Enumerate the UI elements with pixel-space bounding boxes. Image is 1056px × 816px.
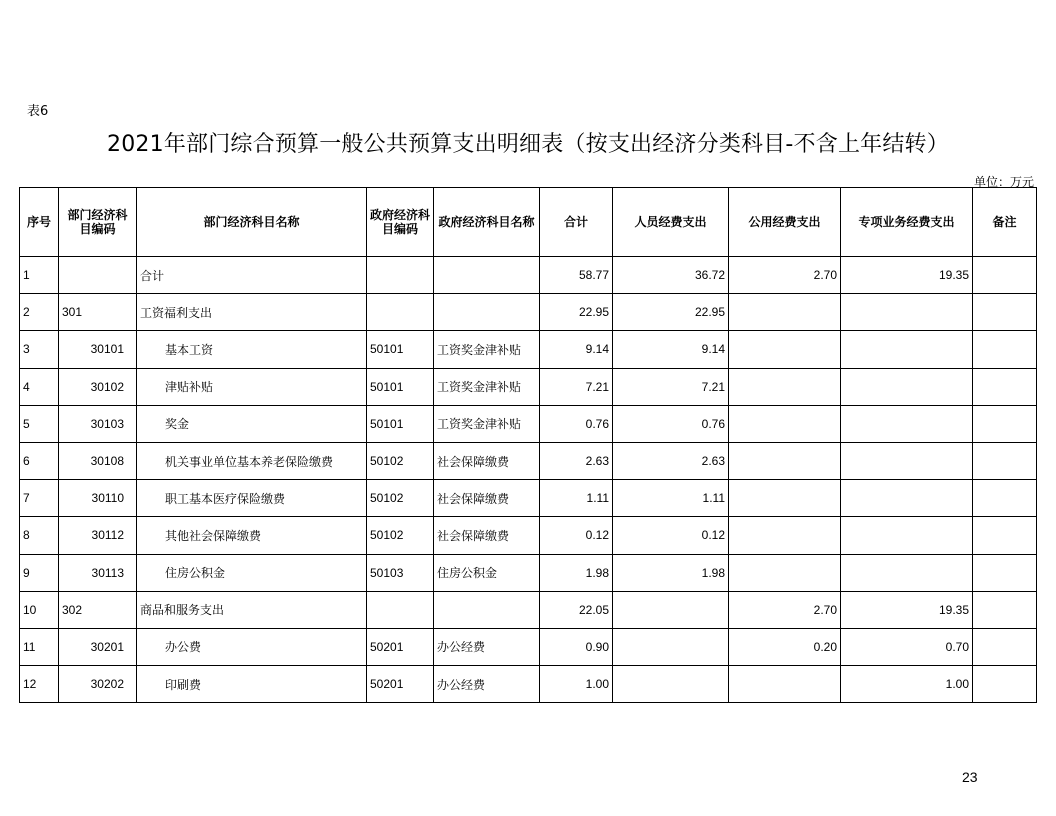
cell-note [973, 554, 1037, 591]
header-dept-code: 部门经济科目编码 [59, 188, 137, 257]
cell-dept-code [59, 257, 137, 294]
cell-gov-name: 工资奖金津补贴 [434, 368, 540, 405]
cell-special [841, 554, 973, 591]
cell-gov-code: 50201 [367, 628, 434, 665]
cell-public [729, 294, 841, 331]
cell-special: 0.70 [841, 628, 973, 665]
cell-note [973, 442, 1037, 479]
cell-personnel [613, 666, 729, 703]
cell-public [729, 442, 841, 479]
cell-special [841, 517, 973, 554]
cell-gov-name [434, 294, 540, 331]
table-row [20, 442, 1037, 479]
table-row [20, 294, 1037, 331]
cell-dept-name: 津贴补贴 [137, 368, 367, 405]
cell-gov-name: 工资奖金津补贴 [434, 405, 540, 442]
cell-dept-name: 其他社会保障缴费 [137, 517, 367, 554]
cell-special [841, 480, 973, 517]
cell-note [973, 257, 1037, 294]
cell-gov-code: 50102 [367, 517, 434, 554]
cell-dept-name: 办公费 [137, 628, 367, 665]
cell-public [729, 480, 841, 517]
cell-seq: 7 [20, 480, 59, 517]
cell-note [973, 331, 1037, 368]
cell-public: 2.70 [729, 591, 841, 628]
cell-personnel: 1.98 [613, 554, 729, 591]
cell-gov-code [367, 591, 434, 628]
cell-total: 22.05 [540, 591, 613, 628]
page-number: 23 [962, 769, 978, 785]
cell-gov-name [434, 257, 540, 294]
cell-dept-code: 30112 [59, 517, 137, 554]
cell-special: 19.35 [841, 257, 973, 294]
cell-dept-name: 商品和服务支出 [137, 591, 367, 628]
cell-dept-code: 30113 [59, 554, 137, 591]
header-dept-name: 部门经济科目名称 [137, 188, 367, 257]
cell-total: 7.21 [540, 368, 613, 405]
table-row [20, 591, 1037, 628]
cell-note [973, 517, 1037, 554]
cell-personnel: 0.76 [613, 405, 729, 442]
cell-note [973, 666, 1037, 703]
unit-label: 单位：万元 [973, 175, 1034, 189]
cell-dept-name: 印刷费 [137, 666, 367, 703]
cell-total: 22.95 [540, 294, 613, 331]
cell-dept-name: 机关事业单位基本养老保险缴费 [137, 442, 367, 479]
cell-gov-code: 50102 [367, 442, 434, 479]
cell-dept-code: 30103 [59, 405, 137, 442]
table-row [20, 405, 1037, 442]
cell-seq: 4 [20, 368, 59, 405]
cell-gov-code: 50103 [367, 554, 434, 591]
cell-seq: 8 [20, 517, 59, 554]
cell-gov-name: 工资奖金津补贴 [434, 331, 540, 368]
cell-personnel: 7.21 [613, 368, 729, 405]
cell-personnel: 1.11 [613, 480, 729, 517]
cell-dept-code: 30202 [59, 666, 137, 703]
cell-total: 0.12 [540, 517, 613, 554]
table-body [20, 257, 1037, 703]
cell-total: 1.98 [540, 554, 613, 591]
cell-dept-code: 30108 [59, 442, 137, 479]
header-gov-code: 政府经济科目编码 [367, 188, 434, 257]
cell-special: 1.00 [841, 666, 973, 703]
header-public: 公用经费支出 [729, 188, 841, 257]
table-row [20, 554, 1037, 591]
cell-special [841, 331, 973, 368]
cell-dept-code: 30110 [59, 480, 137, 517]
cell-dept-name: 职工基本医疗保险缴费 [137, 480, 367, 517]
cell-seq: 5 [20, 405, 59, 442]
cell-public [729, 517, 841, 554]
cell-total: 2.63 [540, 442, 613, 479]
cell-gov-code: 50102 [367, 480, 434, 517]
page-title: 2021年部门综合预算一般公共预算支出明细表（按支出经济分类科目-不含上年结转） [107, 132, 949, 157]
cell-dept-code: 30201 [59, 628, 137, 665]
cell-total: 1.11 [540, 480, 613, 517]
cell-seq: 6 [20, 442, 59, 479]
header-total: 合计 [540, 188, 613, 257]
cell-note [973, 480, 1037, 517]
cell-public [729, 554, 841, 591]
cell-public [729, 405, 841, 442]
cell-special [841, 294, 973, 331]
table-row [20, 666, 1037, 703]
cell-note [973, 591, 1037, 628]
cell-total: 0.90 [540, 628, 613, 665]
cell-gov-name: 社会保障缴费 [434, 480, 540, 517]
cell-gov-name: 社会保障缴费 [434, 442, 540, 479]
cell-seq: 1 [20, 257, 59, 294]
cell-note [973, 628, 1037, 665]
cell-personnel: 36.72 [613, 257, 729, 294]
cell-public [729, 331, 841, 368]
cell-total: 58.77 [540, 257, 613, 294]
cell-seq: 11 [20, 628, 59, 665]
cell-gov-code [367, 294, 434, 331]
cell-personnel [613, 628, 729, 665]
cell-public [729, 666, 841, 703]
cell-personnel [613, 591, 729, 628]
cell-dept-name: 住房公积金 [137, 554, 367, 591]
table-row [20, 517, 1037, 554]
cell-special [841, 368, 973, 405]
cell-dept-code: 30101 [59, 331, 137, 368]
cell-seq: 10 [20, 591, 59, 628]
cell-gov-code: 50101 [367, 368, 434, 405]
cell-dept-code: 30102 [59, 368, 137, 405]
cell-gov-name [434, 591, 540, 628]
table-row [20, 331, 1037, 368]
cell-dept-name: 合计 [137, 257, 367, 294]
table-row [20, 628, 1037, 665]
cell-total: 1.00 [540, 666, 613, 703]
cell-total: 0.76 [540, 405, 613, 442]
cell-dept-code: 302 [59, 591, 137, 628]
cell-note [973, 405, 1037, 442]
header-gov-name: 政府经济科目名称 [434, 188, 540, 257]
header-seq: 序号 [20, 188, 59, 257]
cell-total: 9.14 [540, 331, 613, 368]
cell-public [729, 368, 841, 405]
cell-dept-name: 奖金 [137, 405, 367, 442]
cell-note [973, 294, 1037, 331]
cell-public: 2.70 [729, 257, 841, 294]
cell-gov-code: 50101 [367, 331, 434, 368]
cell-personnel: 22.95 [613, 294, 729, 331]
cell-gov-name: 住房公积金 [434, 554, 540, 591]
cell-personnel: 2.63 [613, 442, 729, 479]
table-row [20, 368, 1037, 405]
cell-gov-code [367, 257, 434, 294]
cell-special [841, 442, 973, 479]
budget-table [19, 187, 1037, 703]
cell-gov-name: 社会保障缴费 [434, 517, 540, 554]
cell-dept-name: 基本工资 [137, 331, 367, 368]
table-row [20, 480, 1037, 517]
table-header-row [20, 188, 1037, 257]
header-note: 备注 [973, 188, 1037, 257]
cell-gov-name: 办公经费 [434, 666, 540, 703]
cell-special: 19.35 [841, 591, 973, 628]
cell-gov-code: 50101 [367, 405, 434, 442]
cell-gov-name: 办公经费 [434, 628, 540, 665]
cell-personnel: 0.12 [613, 517, 729, 554]
header-personnel: 人员经费支出 [613, 188, 729, 257]
header-special: 专项业务经费支出 [841, 188, 973, 257]
cell-dept-code: 301 [59, 294, 137, 331]
cell-seq: 9 [20, 554, 59, 591]
cell-note [973, 368, 1037, 405]
cell-seq: 2 [20, 294, 59, 331]
cell-seq: 3 [20, 331, 59, 368]
cell-public: 0.20 [729, 628, 841, 665]
cell-gov-code: 50201 [367, 666, 434, 703]
table-label: 表6 [27, 104, 49, 119]
cell-dept-name: 工资福利支出 [137, 294, 367, 331]
cell-special [841, 405, 973, 442]
table-row [20, 257, 1037, 294]
cell-personnel: 9.14 [613, 331, 729, 368]
cell-seq: 12 [20, 666, 59, 703]
